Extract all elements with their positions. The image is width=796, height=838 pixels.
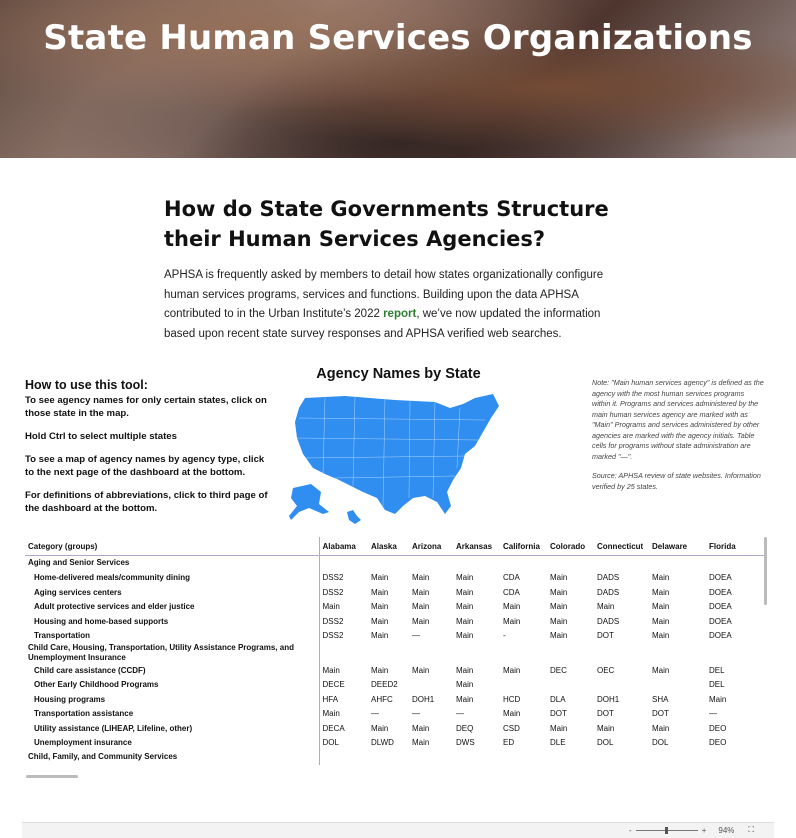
table-cell: Main <box>503 602 521 612</box>
table-cell <box>649 750 706 765</box>
table-group-row[interactable] <box>25 643 765 663</box>
map-alaska[interactable] <box>289 484 329 520</box>
table-body <box>25 556 765 765</box>
how-to-step: To see agency names for only certain states, click on those state in the map. <box>25 395 267 419</box>
zoom-slider-handle[interactable] <box>665 827 668 834</box>
table-cell: DOEA <box>709 602 732 612</box>
column-header-state[interactable]: Alaska <box>368 537 409 556</box>
table-cell: DOL <box>322 738 339 748</box>
table-cell: Main <box>597 723 615 733</box>
row-category-label: Adult protective services and elder justice <box>25 600 319 615</box>
table-cell: Main <box>456 665 474 675</box>
table-cell: Main <box>371 631 389 641</box>
table-cell: — <box>709 709 717 719</box>
table-cell <box>500 643 547 663</box>
table-cell <box>649 678 706 693</box>
agency-table <box>25 537 765 765</box>
table-cell <box>409 750 453 765</box>
table-cell: Main <box>456 680 474 690</box>
table-cell <box>500 750 547 765</box>
intro-section <box>164 194 634 344</box>
table-row[interactable] <box>25 678 765 693</box>
table-cell: Main <box>652 631 670 641</box>
table-cell: Main <box>412 738 430 748</box>
row-category-label: Housing and home-based supports <box>25 614 319 629</box>
table-cell: Main <box>412 573 430 583</box>
table-cell <box>594 556 649 571</box>
column-header-state[interactable]: Alabama <box>319 537 368 556</box>
table-cell: Main <box>550 616 568 626</box>
table-cell <box>409 556 453 571</box>
table-cell <box>547 678 594 693</box>
table-cell: Main <box>597 602 615 612</box>
table-group-row[interactable] <box>25 750 765 765</box>
how-to-step: Hold Ctrl to select multiple states <box>25 431 177 442</box>
table-cell: Main <box>456 616 474 626</box>
table-row[interactable] <box>25 614 765 629</box>
table-cell <box>547 643 594 663</box>
table-cell: DEL <box>709 680 725 690</box>
column-header-state[interactable]: Delaware <box>649 537 706 556</box>
hero-banner <box>0 0 796 158</box>
row-category-label: Home-delivered meals/community dining <box>25 571 319 586</box>
note-source: Source: APHSA review of state websites. Information verified by 25 states. <box>592 471 761 491</box>
how-to-step: To see a map of agency names by agency type, click to the next page of the dashboard at the bottom. <box>25 454 265 478</box>
table-cell: DOT <box>597 631 614 641</box>
row-category-label: Transportation <box>25 629 319 644</box>
table-cell: DSS2 <box>322 573 344 583</box>
table-cell: DOH1 <box>597 694 620 704</box>
table-cell <box>319 750 368 765</box>
table-cell: DOEA <box>709 631 732 641</box>
table-cell: DEQ <box>456 723 474 733</box>
zoom-control <box>629 825 754 835</box>
table-cell: Main <box>652 723 670 733</box>
table-cell: DSS2 <box>322 616 344 626</box>
table-cell <box>453 556 500 571</box>
table-cell: Main <box>322 602 340 612</box>
row-category-label: Transportation assistance <box>25 707 319 722</box>
table-cell: Main <box>412 665 430 675</box>
row-category-label: Child, Family, and Community Services <box>25 750 319 765</box>
table-cell: DEC <box>550 665 567 675</box>
table-cell: Main <box>412 587 430 597</box>
table-cell: DADS <box>597 587 620 597</box>
us-state-map[interactable] <box>285 388 505 528</box>
table-cell: DOT <box>597 709 614 719</box>
table-cell: DEL <box>709 665 725 675</box>
row-category-label: Housing programs <box>25 692 319 707</box>
table-cell: Main <box>412 723 430 733</box>
row-category-label: Aging services centers <box>25 585 319 600</box>
table-cell: Main <box>503 616 521 626</box>
table-cell: ED <box>503 738 515 748</box>
table-cell: Main <box>550 573 568 583</box>
table-cell: Main <box>371 665 389 675</box>
table-cell: HCD <box>503 694 521 704</box>
table-cell <box>368 556 409 571</box>
table-cell: DOL <box>597 738 614 748</box>
table-cell: Main <box>550 723 568 733</box>
table-cell: Main <box>412 602 430 612</box>
table-cell <box>500 678 547 693</box>
table-cell: DWS <box>456 738 475 748</box>
table-cell: HFA <box>322 694 339 704</box>
column-header-state[interactable]: Florida <box>706 537 765 556</box>
table-cell: — <box>412 709 420 719</box>
table-cell: DECE <box>322 680 345 690</box>
table-cell: Main <box>456 602 474 612</box>
vertical-scrollbar[interactable] <box>764 537 767 605</box>
table-cell <box>368 643 409 663</box>
zoom-in-button[interactable]: + <box>701 825 707 835</box>
table-cell: DOL <box>652 738 669 748</box>
table-cell: CDA <box>503 587 520 597</box>
table-cell <box>368 750 409 765</box>
row-category-label: Child Care, Housing, Transportation, Utility Assistance Programs, and Unemployment Insurance <box>25 643 319 663</box>
table-cell: — <box>412 631 420 641</box>
table-row[interactable] <box>25 736 765 751</box>
column-header-state[interactable]: California <box>500 537 547 556</box>
table-row[interactable] <box>25 707 765 722</box>
intro-text-start: APHSA is frequently asked by members to detail how states organizationally configure human services programs, services and functions. Building upon the data APHSA contributed to in the Urban Institute’s 2022 <box>164 269 604 320</box>
row-category-label: Utility assistance (LIHEAP, Lifeline, other) <box>25 721 319 736</box>
table-cell <box>594 750 649 765</box>
table-cell: DLE <box>550 738 566 748</box>
table-cell: OEC <box>597 665 615 675</box>
table-cell: Main <box>652 573 670 583</box>
map-contiguous-states[interactable] <box>295 394 499 514</box>
table-cell: Main <box>456 587 474 597</box>
table-cell: DLA <box>550 694 566 704</box>
table-cell: Main <box>652 616 670 626</box>
column-header-state[interactable]: Arizona <box>409 537 453 556</box>
table-cell <box>547 556 594 571</box>
table-cell: DOEA <box>709 587 732 597</box>
table-cell: DEO <box>709 738 727 748</box>
table-cell <box>453 643 500 663</box>
fit-to-page-icon[interactable]: ⛶ <box>748 825 754 834</box>
table-cell: - <box>503 631 506 641</box>
table-cell <box>706 750 765 765</box>
how-to-panel <box>25 378 270 525</box>
table-cell: Main <box>503 665 521 675</box>
intro-paragraph <box>164 266 634 344</box>
table-cell: DOH1 <box>412 694 435 704</box>
table-row[interactable] <box>25 585 765 600</box>
row-category-label: Other Early Childhood Programs <box>25 678 319 693</box>
how-to-title: How to use this tool: <box>25 378 148 392</box>
table-cell: — <box>371 709 379 719</box>
table-cell: DOT <box>550 709 567 719</box>
table-cell: DLWD <box>371 738 394 748</box>
table-cell: CDA <box>503 573 520 583</box>
table-cell <box>319 643 368 663</box>
table-cell: Main <box>503 709 521 719</box>
agency-table-container[interactable] <box>25 537 765 773</box>
table-cell <box>594 643 649 663</box>
table-row[interactable] <box>25 721 765 736</box>
table-cell: Main <box>322 709 340 719</box>
table-cell: DEO <box>709 723 727 733</box>
page-title: State Human Services Organizations <box>43 18 753 58</box>
note-definition: Note: "Main human services agency" is defined as the agency with the most human services programs within it. Programs and services administered by the main human services agency are marked with as "Main" Programs and services administered by other agencies are marked with the agency initials. Table cells for programs without state administration are marked "—". <box>592 378 764 461</box>
table-cell: Main <box>456 694 474 704</box>
table-cell: DOEA <box>709 616 732 626</box>
table-row[interactable] <box>25 571 765 586</box>
table-cell: Main <box>371 616 389 626</box>
table-cell: CSD <box>503 723 520 733</box>
table-cell: Main <box>371 723 389 733</box>
table-cell <box>319 556 368 571</box>
table-cell: — <box>456 709 464 719</box>
table-cell: DSS2 <box>322 631 344 641</box>
report-link[interactable]: report <box>383 308 417 320</box>
table-cell <box>706 556 765 571</box>
table-cell: DSS2 <box>322 587 344 597</box>
table-cell <box>500 556 547 571</box>
table-cell: Main <box>550 602 568 612</box>
table-cell: DEED2 <box>371 680 398 690</box>
table-cell <box>453 750 500 765</box>
table-cell <box>594 678 649 693</box>
dashboard-footer <box>22 822 774 838</box>
table-cell: DOEA <box>709 573 732 583</box>
table-cell: Main <box>652 665 670 675</box>
horizontal-scrollbar[interactable] <box>26 775 78 778</box>
table-cell: DOT <box>652 709 669 719</box>
methodology-note <box>592 378 764 501</box>
column-header-category[interactable]: Category (groups) <box>25 537 319 556</box>
table-cell: Main <box>371 587 389 597</box>
intro-heading: How do State Governments Structure their Human Services Agencies? <box>164 197 609 251</box>
how-to-step: For definitions of abbreviations, click to third page of the dashboard at the bottom. <box>25 490 268 514</box>
table-cell: Main <box>371 573 389 583</box>
table-cell: Main <box>371 602 389 612</box>
table-cell: Main <box>456 573 474 583</box>
table-cell <box>547 750 594 765</box>
table-cell: Main <box>652 602 670 612</box>
table-cell: SHA <box>652 694 669 704</box>
table-cell <box>409 678 453 693</box>
table-row[interactable] <box>25 629 765 644</box>
table-row[interactable] <box>25 692 765 707</box>
map-hawaii[interactable] <box>347 510 361 524</box>
table-cell: DECA <box>322 723 345 733</box>
row-category-label: Aging and Senior Services <box>25 556 319 571</box>
table-cell: DADS <box>597 616 620 626</box>
table-cell <box>409 643 453 663</box>
table-cell <box>706 643 765 663</box>
table-row[interactable] <box>25 600 765 615</box>
table-row[interactable] <box>25 663 765 678</box>
row-category-label: Unemployment insurance <box>25 736 319 751</box>
zoom-level: 94% <box>718 825 735 835</box>
row-category-label: Child care assistance (CCDF) <box>25 663 319 678</box>
table-cell: Main <box>550 587 568 597</box>
table-cell: Main <box>322 665 340 675</box>
table-group-row[interactable] <box>25 556 765 571</box>
column-header-state[interactable]: Connecticut <box>594 537 649 556</box>
zoom-out-button[interactable]: - <box>629 825 632 835</box>
table-cell: DADS <box>597 573 620 583</box>
map-title: Agency Names by State <box>316 366 481 382</box>
table-cell <box>649 643 706 663</box>
table-header-row <box>25 537 765 556</box>
table-cell: Main <box>550 631 568 641</box>
table-cell: Main <box>709 694 727 704</box>
intro-text-end: , we’ve now updated the information based upon recent state survey responses and APHSA verified web searches. <box>164 308 601 340</box>
table-cell: Main <box>412 616 430 626</box>
column-header-state[interactable]: Arkansas <box>453 537 500 556</box>
table-cell: AHFC <box>371 694 393 704</box>
column-header-state[interactable]: Colorado <box>547 537 594 556</box>
table-cell <box>649 556 706 571</box>
table-cell: Main <box>652 587 670 597</box>
table-cell: Main <box>456 631 474 641</box>
zoom-slider[interactable] <box>636 830 698 831</box>
